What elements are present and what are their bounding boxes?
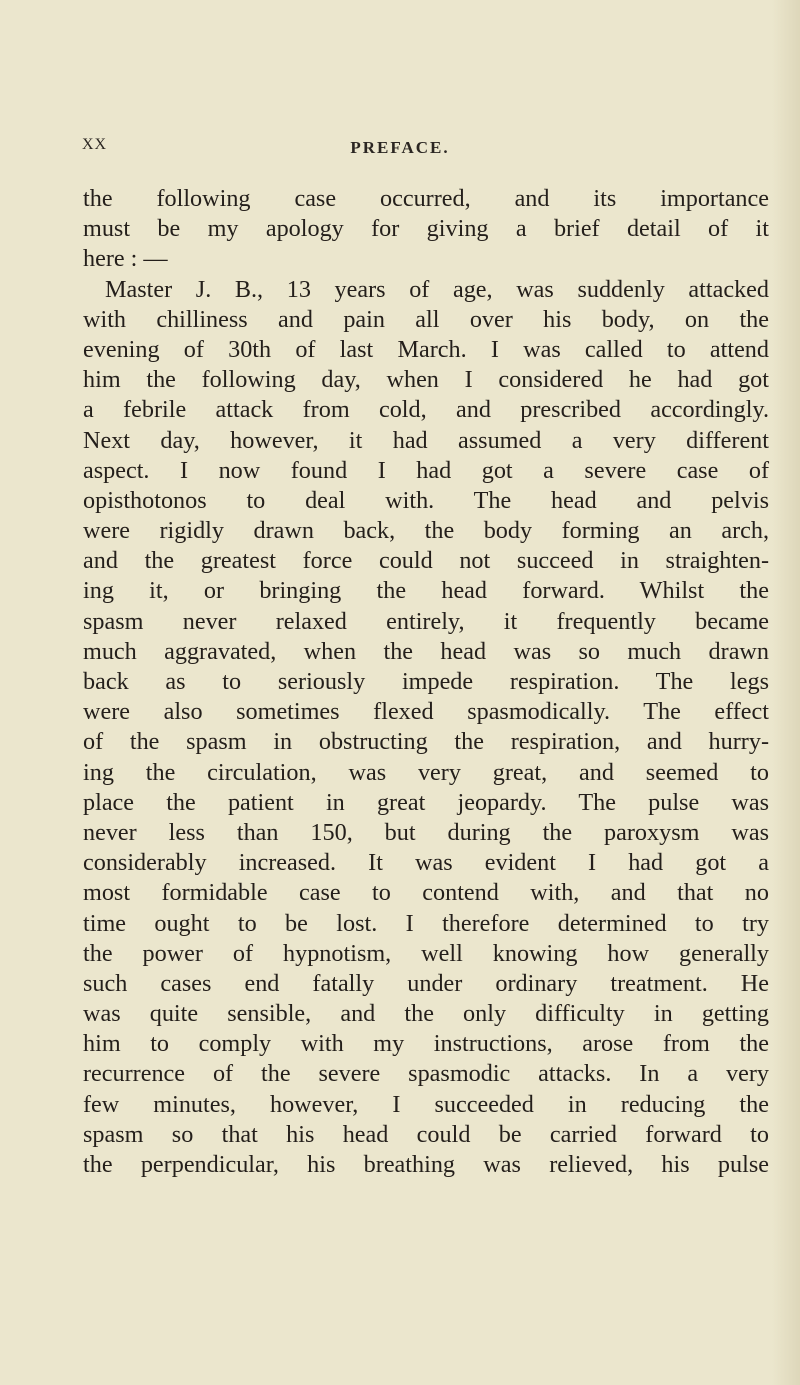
text-line: ing the circulation, was very great, and seemed to <box>83 758 769 786</box>
text-line: few minutes, however, I succeeded in reducing the <box>83 1090 769 1118</box>
text-line: considerably increased. It was evident I had got a <box>83 849 769 877</box>
text-line: was quite sensible, and the only difficulty in getting <box>83 1000 769 1028</box>
text-line: opisthotonos to deal with. The head and pelvis <box>83 486 769 514</box>
text-line: must be my apology for giving a brief detail of it <box>83 215 769 243</box>
text-line: were rigidly drawn back, the body forming an arch, <box>83 517 769 545</box>
text-line: were also sometimes flexed spasmodically. The effect <box>83 698 769 726</box>
text-line: with chilliness and pain all over his body, on the <box>83 305 769 333</box>
text-line: never less than 150, but during the paroxysm was <box>83 818 769 846</box>
text-line: here : — <box>83 245 168 273</box>
text-line: aspect. I now found I had got a severe case of <box>83 456 769 484</box>
text-line: most formidable case to contend with, and that no <box>83 879 769 907</box>
text-line: the following case occurred, and its importance <box>83 185 769 212</box>
text-line: Master J. B., 13 years of age, was suddenly attacked <box>105 275 769 303</box>
text-line: a febrile attack from cold, and prescribed accordingly. <box>83 396 769 424</box>
text-line: spasm so that his head could be carried forward to <box>83 1120 769 1148</box>
text-line: the power of hypnotism, well knowing how generally <box>83 939 769 967</box>
text-line: recurrence of the severe spasmodic attacks. In a very <box>83 1060 769 1088</box>
page-edge-shadow <box>772 0 800 1385</box>
text-line: such cases end fatally under ordinary treatment. He <box>83 969 769 997</box>
text-line: evening of 30th of last March. I was called to attend <box>83 335 769 363</box>
running-head: PREFACE. <box>350 138 450 157</box>
text-line: ing it, or bringing the head forward. Whilst the <box>83 577 769 605</box>
text-line: Next day, however, it had assumed a very different <box>83 426 769 454</box>
text-line: and the greatest force could not succeed in straighten- <box>83 547 769 575</box>
text-line: time ought to be lost. I therefore determined to try <box>83 909 769 937</box>
text-line: of the spasm in obstructing the respiration, and hurry- <box>83 728 769 756</box>
page-number: XX <box>82 136 108 153</box>
text-line: him to comply with my instructions, arose from the <box>83 1030 769 1058</box>
text-line: back as to seriously impede respiration. The legs <box>83 668 769 695</box>
body-text <box>83 184 769 1180</box>
text-line: him the following day, when I considered he had got <box>83 366 769 394</box>
text-line: much aggravated, when the head was so much drawn <box>83 637 769 665</box>
text-line: place the patient in great jeopardy. The pulse was <box>83 788 769 816</box>
text-line: spasm never relaxed entirely, it frequently became <box>83 607 769 635</box>
page-header <box>0 136 800 166</box>
text-line: the perpendicular, his breathing was relieved, his pulse <box>83 1151 769 1178</box>
